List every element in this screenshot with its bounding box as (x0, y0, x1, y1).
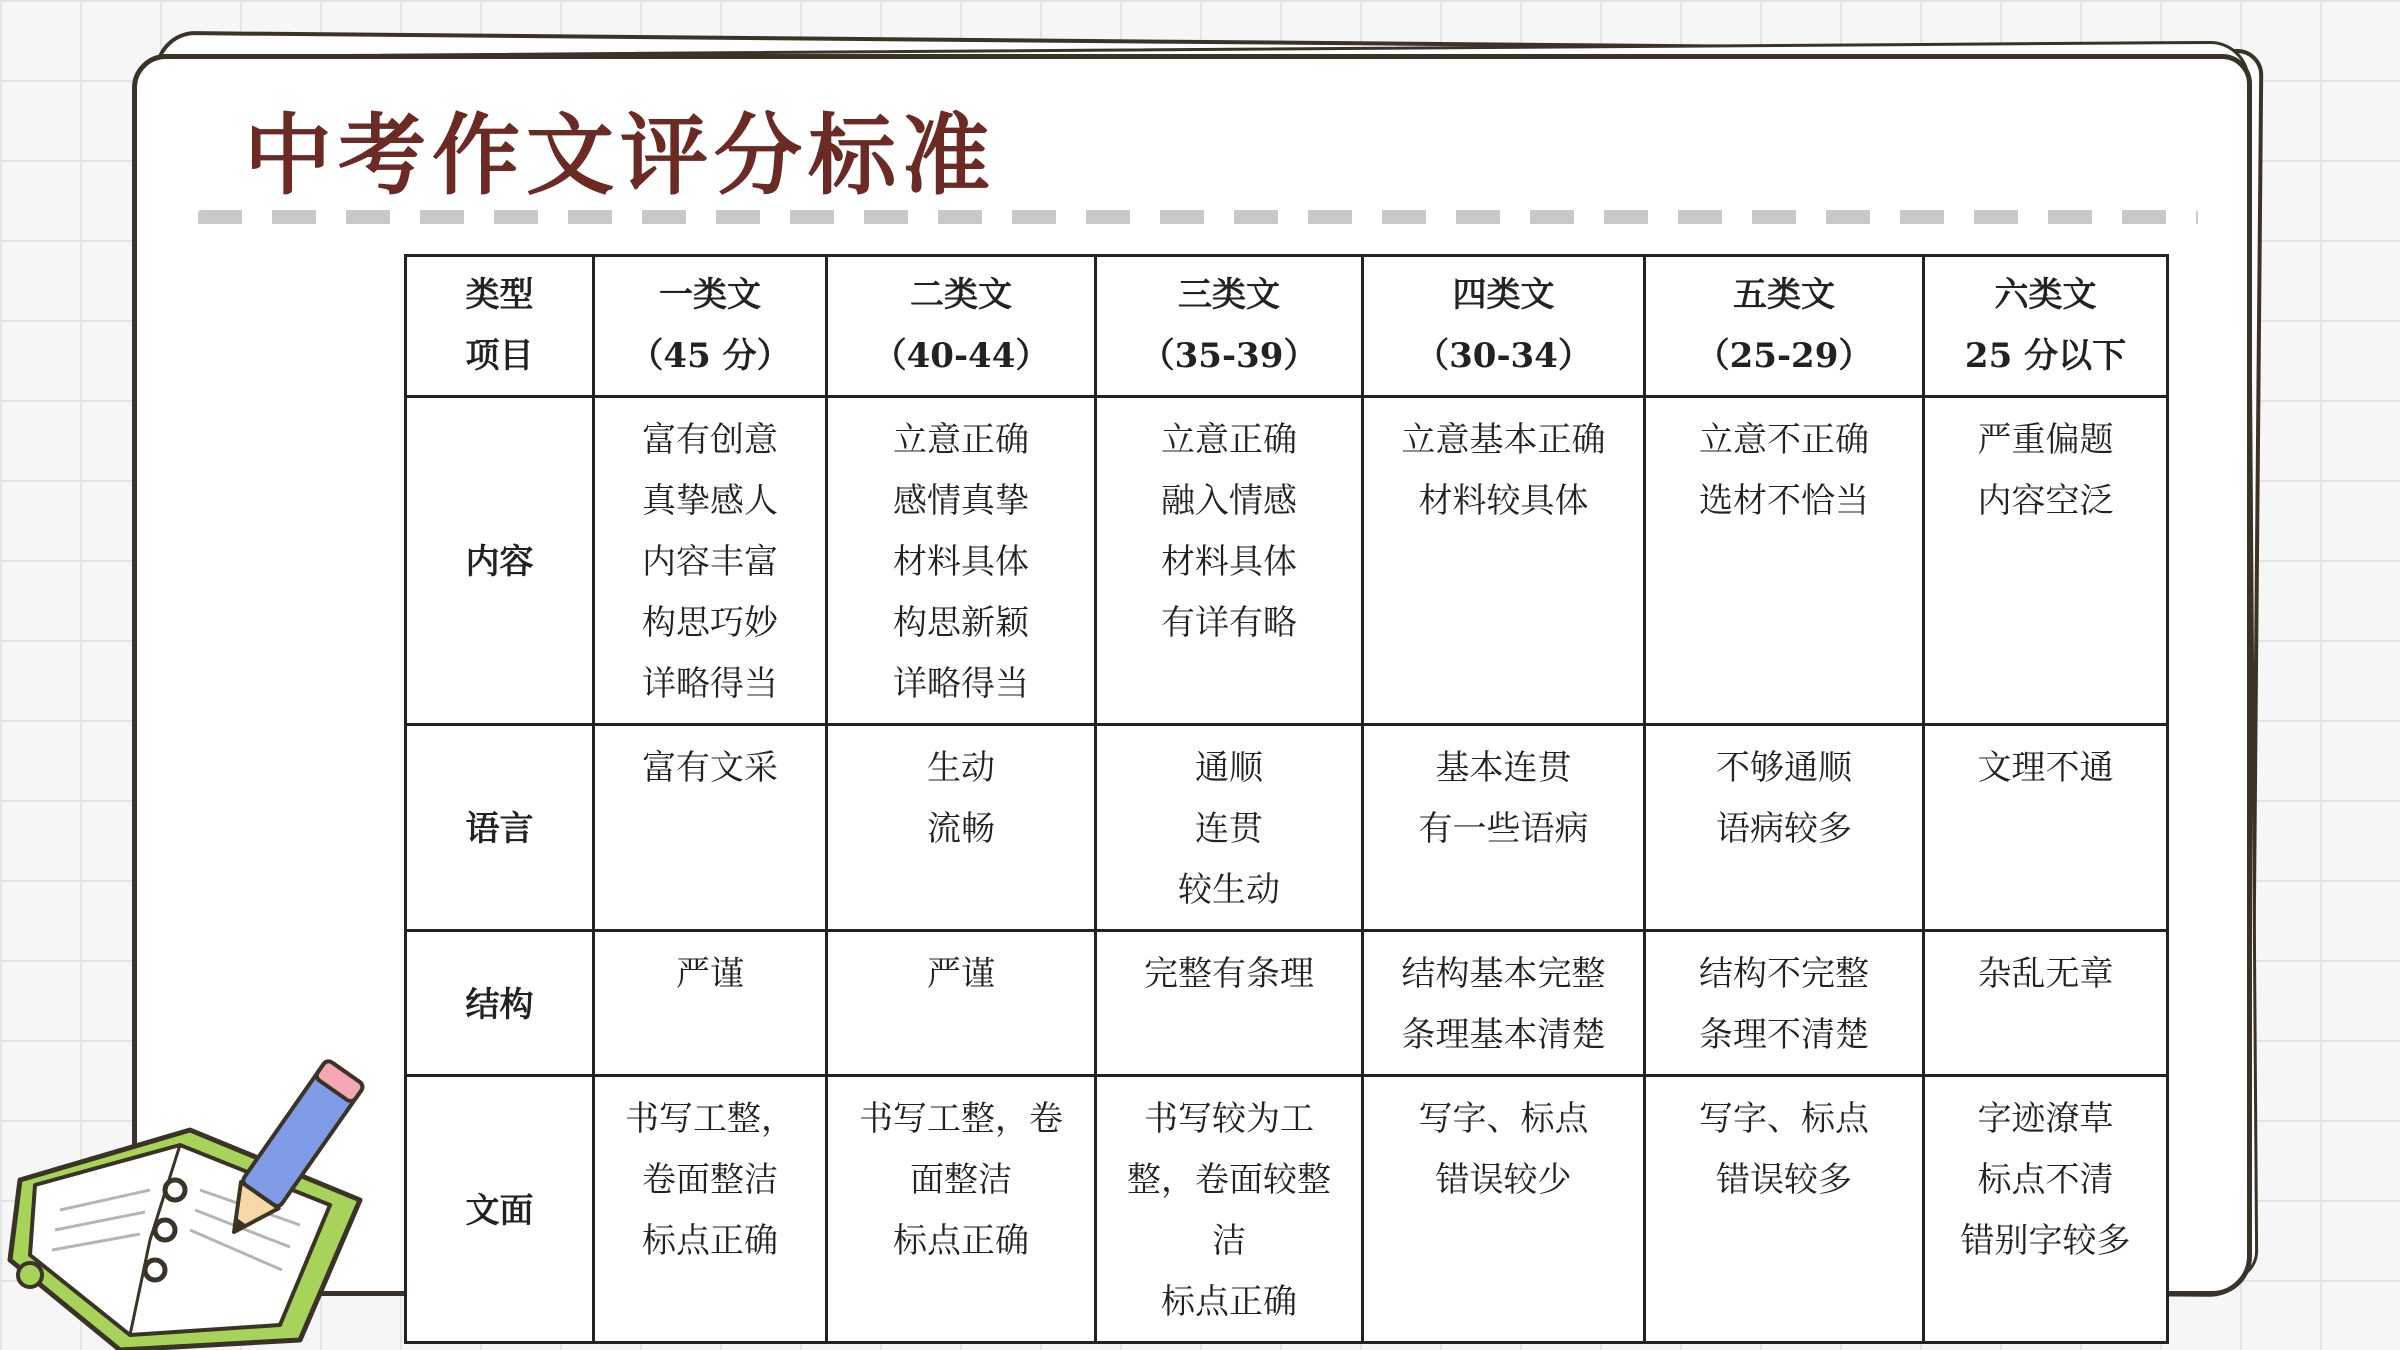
row-label: 文面 (406, 1076, 594, 1343)
table-cell: 严谨 (594, 931, 827, 1076)
table-cell: 书写工整， 卷面整洁 标点正确 (594, 1076, 827, 1343)
row-label: 内容 (406, 397, 594, 725)
table-cell: 生动 流畅 (827, 725, 1096, 931)
table-cell: 不够通顺 语病较多 (1645, 725, 1924, 931)
table-cell: 书写工整，卷 面整洁 标点正确 (827, 1076, 1096, 1343)
table-cell: 严重偏题 内容空泛 (1924, 397, 2168, 725)
table-cell: 写字、标点 错误较多 (1645, 1076, 1924, 1343)
header-cell: 五类文 （25-29） (1645, 256, 1924, 397)
table-cell: 基本连贯 有一些语病 (1363, 725, 1645, 931)
table-cell: 书写较为工 整，卷面较整 洁 标点正确 (1096, 1076, 1363, 1343)
page-title: 中考作文评分标准 (244, 104, 997, 207)
table-cell: 富有文采 (594, 725, 827, 931)
table-cell: 结构不完整 条理不清楚 (1645, 931, 1924, 1076)
table-row (406, 397, 2168, 725)
header-row (406, 256, 2168, 397)
table-row (406, 931, 2168, 1076)
header-cell: 二类文 （40-44） (827, 256, 1096, 397)
table-cell: 字迹潦草 标点不清 错别字较多 (1924, 1076, 2168, 1343)
row-label: 语言 (406, 725, 594, 931)
header-cell: 四类文 （30-34） (1363, 256, 1645, 397)
header-cell: 类型 项目 (406, 256, 594, 397)
notebook-pencil-icon (0, 1050, 380, 1350)
table-row (406, 725, 2168, 931)
table-row (406, 1076, 2168, 1343)
row-label: 结构 (406, 931, 594, 1076)
table-cell: 立意基本正确 材料较具体 (1363, 397, 1645, 725)
header-cell: 三类文 （35-39） (1096, 256, 1363, 397)
dashed-divider (198, 210, 2198, 226)
table-cell: 通顺 连贯 较生动 (1096, 725, 1363, 931)
scoring-table (404, 254, 2169, 1344)
table-cell: 富有创意 真挚感人 内容丰富 构思巧妙 详略得当 (594, 397, 827, 725)
table-cell: 杂乱无章 (1924, 931, 2168, 1076)
table-cell: 完整有条理 (1096, 931, 1363, 1076)
table-cell: 写字、标点 错误较少 (1363, 1076, 1645, 1343)
table-cell: 立意不正确 选材不恰当 (1645, 397, 1924, 725)
table-cell: 立意正确 融入情感 材料具体 有详有略 (1096, 397, 1363, 725)
table-cell: 文理不通 (1924, 725, 2168, 931)
header-cell: 一类文 （45 分） (594, 256, 827, 397)
table-cell: 结构基本完整 条理基本清楚 (1363, 931, 1645, 1076)
header-cell: 六类文 25 分以下 (1924, 256, 2168, 397)
table-cell: 严谨 (827, 931, 1096, 1076)
table-cell: 立意正确 感情真挚 材料具体 构思新颖 详略得当 (827, 397, 1096, 725)
